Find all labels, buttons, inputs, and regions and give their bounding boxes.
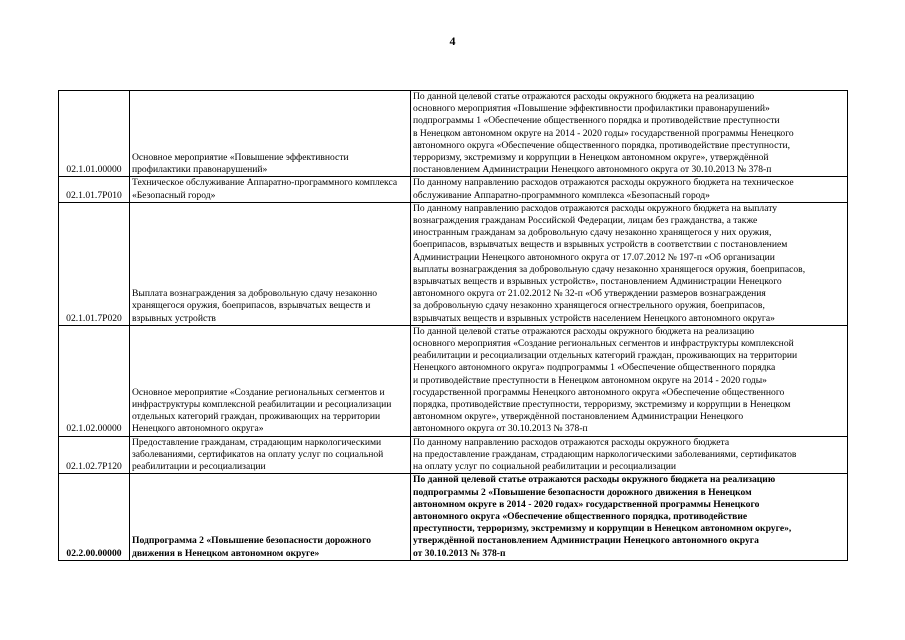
target-article-name: Подпрограмма 2 «Повышение безопасности дорожного движения в Ненецком автономном округе» [130,474,411,560]
table-row [59,202,848,325]
target-article-name: Основное мероприятие «Повышение эффективности профилактики правонарушений» [130,91,411,177]
target-article-name: Основное мероприятие «Создание региональных сегментов и инфраструктуры комплексной реабилитации и ресоциализации отдельных категорий граждан, проживающих на территории Ненецкого автономного округа» [130,325,411,436]
target-article-code: 02.2.00.00000 [59,474,130,560]
target-article-description [411,91,848,177]
table-row [59,91,848,177]
page-number: 4 [449,34,456,48]
target-article-description [411,202,848,325]
table-row [59,177,848,202]
description-text: По данной целевой статье отражаются расходы окружного бюджета на реализацию основного мероприятия «Повышение эффективности профилактики правонарушений» подпрограммы 1 «Обеспечение общественного порядка и противодействие преступности в Ненецком автономном округе на 2014 - 2020 годы» государственной программы Ненецкого автономного округа «Обеспечение общественного порядка, противодействие преступности, терроризму, экстремизму и коррупции в Ненецком автономном округе», утверждённой постановлением Администрации Ненецкого автономного округа от 30.10.2013 № 378-п [413,91,794,176]
target-article-code: 02.1.01.7Р010 [59,177,130,202]
target-article-name: Выплата вознаграждения за добровольную сдачу незаконно хранящегося оружия, боеприпасов, взрывчатых веществ и взрывных устройств [130,202,411,325]
description-text: По данному направлению расходов отражаются расходы окружного бюджета на техническое обслуживание Аппаратно-программного комплекса «Безопасный город» [413,177,794,201]
table-row-subprogram [59,474,848,560]
target-article-code: 02.1.02.00000 [59,325,130,436]
target-article-code: 02.1.02.7Р120 [59,436,130,474]
target-article-description [411,474,848,560]
target-article-description [411,177,848,202]
description-text: По данной целевой статье отражаются расходы окружного бюджета на реализацию подпрограммы 2 «Повышение безопасности дорожного движения в Ненецком автономном округе в 2014 - 2020 годах» государственной программы Ненецкого автономного округа «Обеспечение общественного порядка, противодействие преступности, терроризму, экстремизму и коррупции в Ненецком автономном округе», утверждённой постановлением Администрации Ненецкого автономного округа от 30.10.2013 № 378-п [413,474,792,559]
description-text: По данному направлению расходов отражаются расходы окружного бюджета на выплату вознаграждения гражданам Российской Федерации, лицам без гражданства, а также иностранным гражданам за добровольную сдачу незаконно хранящегося у них оружия, боеприпасов, взрывчатых веществ и взрывных устройств в соответствии с постановлением Администрации Ненецкого автономного округа от 17.07.2012 № 197-п «Об организации выплаты вознаграждения за добровольную сдачу незаконно хранящегося оружия, боеприпасов, взрывчатых веществ и взрывных устройств», постановлением Администрации Ненецкого автономного округа от 21.02.2012 № 32-п «Об утверждении размеров вознаграждения за добровольную сдачу незаконно хранящегося огнестрельного оружия, боеприпасов, взрывчатых веществ и взрывных устройств населением Ненецкого автономного округа» [413,202,806,324]
target-articles-table [58,90,848,561]
description-text: По данному направлению расходов отражаются расходы окружного бюджета на предоставление гражданам, страдающим наркологическими заболеваниями, сертификатов на оплату услуг по социальной реабилитации и ресоциализации [413,436,797,473]
target-article-description [411,436,848,474]
target-article-name: Предоставление гражданам, страдающим наркологическими заболеваниями, сертификатов на оплату услуг по социальной реабилитации и ресоциализации [130,436,411,474]
table-row [59,325,848,436]
target-article-code: 02.1.01.00000 [59,91,130,177]
target-article-code: 02.1.01.7Р020 [59,202,130,325]
description-text: По данной целевой статье отражаются расходы окружного бюджета на реализацию основного мероприятия «Создание региональных сегментов и инфраструктуры комплексной реабилитации и ресоциализации отдельных категорий граждан, проживающих на территории Ненецкого автономного округа» подпрограммы 1 «Обеспечение общественного порядка и противодействие преступности в Ненецком автономном округе на 2014 - 2020 годы» государственной программы Ненецкого автономного округа «Обеспечение общественного порядка, противодействие преступности, терроризму, экстремизму и коррупции в Ненецком автономном округе», утверждённой постановлением Администрации Ненецкого автономного округа от 30.10.2013 № 378-п [413,325,798,435]
target-article-description [411,325,848,436]
target-article-name: Техническое обслуживание Аппаратно-программного комплекса «Безопасный город» [130,177,411,202]
table-row [59,436,848,474]
